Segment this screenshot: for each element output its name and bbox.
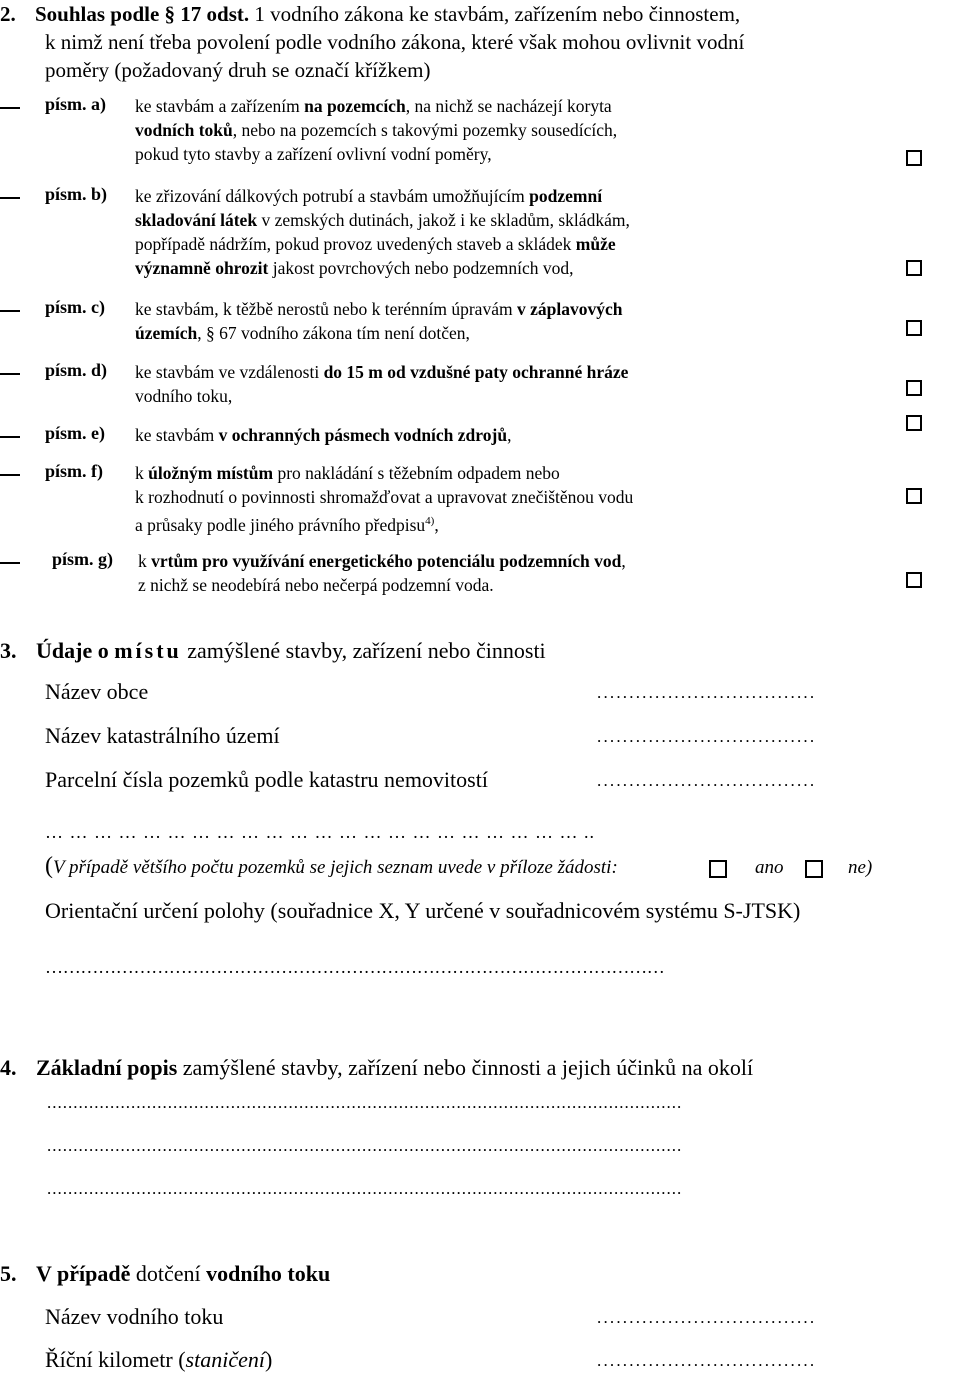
item-label-d: písm. d) (45, 360, 108, 380)
field-nazev-vodniho-toku-input[interactable]: .................................. (597, 1308, 817, 1327)
orientation-input-line[interactable]: …………………………………………………………………………………………… (45, 957, 665, 977)
text-segment: z nichž se neodebírá nebo nečerpá podzemní voda. (138, 575, 494, 595)
section-5-number: 5. (0, 1261, 17, 1286)
item-text-line (135, 461, 633, 485)
item-text-line (135, 118, 617, 142)
section-4-heading (0, 1054, 753, 1082)
bold-phrase: může (575, 234, 616, 254)
section-5-title-mid: dotčení (130, 1261, 207, 1286)
text-segment: popřípadě nádržím, pokud provoz uvedených staveb a skládek (135, 234, 576, 254)
bullet-dash-f (0, 474, 20, 476)
item-label-a: písm. a) (45, 94, 107, 114)
checkbox-g[interactable] (906, 572, 922, 588)
item-text-line (135, 142, 617, 166)
bold-phrase: územích (135, 323, 198, 343)
text-segment: , (507, 425, 512, 445)
text-segment: , (434, 514, 439, 535)
item-text-line (135, 485, 633, 509)
text-segment: , nebo na pozemcích s takovými pozemky sousedících, (232, 120, 618, 140)
item-text-c (135, 297, 622, 345)
section-2-heading-line1 (0, 0, 740, 28)
item-text-g (138, 549, 626, 597)
item-label-c: písm. c) (45, 297, 105, 317)
section-5-title-bold2: vodního toku (206, 1261, 331, 1286)
section-2-heading-line3: poměry (požadovaný druh se označí křížkem) (45, 58, 431, 82)
text-segment: , § 67 vodního zákona tím není dotčen, (197, 323, 470, 343)
section-3-title-rest: zamýšlené stavby, zařízení nebo činnosti (181, 638, 546, 663)
paren-open: ( (45, 853, 53, 879)
paren-close: ) (264, 1347, 273, 1372)
text-segment: k (138, 551, 152, 571)
bullet-dash-g (0, 562, 20, 564)
item-label-e: písm. e) (45, 423, 105, 443)
text-segment: ke stavbám, k těžbě nerostů nebo k terénním úpravám (135, 299, 517, 319)
checkbox-a[interactable] (906, 150, 922, 166)
text-segment: vodního toku, (135, 386, 233, 406)
text-segment: v zemských dutinách, jakož i ke skladům, skládkám, (257, 210, 630, 230)
section-3-title-bold: Údaje o (36, 638, 109, 663)
text-segment: ke stavbám (135, 425, 219, 445)
item-text-line (138, 573, 626, 597)
item-text-line (135, 208, 630, 232)
item-text-line (135, 360, 628, 384)
description-line-1[interactable]: ......................................................................................................................... (47, 1093, 683, 1112)
field-nazev-obce: Název obce (45, 679, 149, 704)
checkbox-b[interactable] (906, 260, 922, 276)
bold-phrase: významně ohrozit (135, 258, 269, 278)
text-segment: jakost povrchových nebo podzemních vod, (268, 258, 574, 278)
text-segment: ke stavbám ve vzdálenosti (135, 362, 324, 382)
description-line-2[interactable]: ......................................................................................................................... (47, 1136, 683, 1155)
section-2-heading-line2: k nimž není třeba povolení podle vodního zákona, které však mohou ovlivnit vodní (45, 30, 745, 54)
field-katastralni-uzemi: Název katastrálního území (45, 723, 280, 748)
item-text-b (135, 184, 630, 280)
section-5-title-bold1: V případě (36, 1261, 131, 1286)
item-text-f (135, 461, 633, 537)
field-ricni-kilometr-input[interactable]: .................................. (597, 1351, 817, 1370)
text-segment: , na nichž se nacházejí koryta (405, 96, 612, 116)
bold-phrase: do 15 m od vzdušné paty ochranné hráze (323, 362, 629, 382)
bullet-dash-a (0, 107, 20, 109)
checkbox-c[interactable] (906, 320, 922, 336)
checkbox-f[interactable] (906, 488, 922, 504)
item-text-line (135, 232, 630, 256)
section-4-title-rest: zamýšlené stavby, zařízení nebo činnosti a jejich účinků na okolí (177, 1055, 754, 1080)
text-segment: ke stavbám a zařízením (135, 96, 305, 116)
field-parcelni-cisla-input[interactable]: .................................. (597, 771, 817, 790)
footnote-ref: 4) (425, 515, 435, 527)
item-text-e (135, 423, 511, 447)
description-line-3[interactable]: ......................................................................................................................... (47, 1179, 683, 1198)
parcel-note-text: V případě většího počtu pozemků se jejich seznam uvede v příloze žádosti: (53, 857, 618, 878)
field-parcelni-cisla: Parcelní čísla pozemků podle katastru nemovitostí (45, 767, 488, 792)
field-nazev-vodniho-toku: Název vodního toku (45, 1304, 224, 1329)
section-3-number: 3. (0, 638, 17, 663)
section-4-title-bold: Základní popis (36, 1055, 178, 1080)
item-text-line (135, 384, 628, 408)
item-text-line (135, 94, 617, 118)
bold-phrase: úložným místům (148, 463, 274, 483)
item-label-f: písm. f) (45, 461, 103, 481)
item-text-d (135, 360, 628, 408)
text-segment: ke zřizování dálkových potrubí a stavbám umožňujícím (135, 186, 530, 206)
bold-phrase: skladování látek (135, 210, 258, 230)
text-segment: , (621, 551, 626, 571)
text-segment: k (135, 463, 149, 483)
bold-phrase: vrtům pro využívání energetického potenciálu podzemních vod (151, 551, 622, 571)
orientation-text: Orientační určení polohy (souřadnice X, Y určené v souřadnicovém systému S-JTSK) (45, 898, 801, 923)
field-staniceni: staničení (185, 1347, 265, 1372)
checkbox-d[interactable] (906, 380, 922, 396)
text-segment: k rozhodnutí o povinnosti shromažďovat a upravovat znečištěnou vodu (135, 487, 634, 507)
bold-phrase: v záplavových (516, 299, 623, 319)
bold-phrase: vodních toků (135, 120, 233, 140)
item-text-line (135, 321, 622, 345)
bullet-dash-d (0, 373, 20, 375)
section-4-number: 4. (0, 1055, 17, 1080)
parcel-note (45, 853, 618, 880)
bullet-dash-b (0, 197, 20, 199)
item-text-line (135, 297, 622, 321)
item-text-line (135, 423, 511, 447)
checkbox-e[interactable] (906, 415, 922, 431)
field-nazev-obce-input[interactable]: .................................. (597, 683, 817, 702)
field-katastralni-uzemi-input[interactable]: .................................. (597, 727, 817, 746)
bold-phrase: na pozemcích (304, 96, 406, 116)
section-2-number: 2. (0, 2, 16, 26)
section-2-text: 1 vodního zákona ke stavbám, zařízením nebo činnostem, (249, 2, 741, 26)
text-segment: pokud tyto stavby a zařízení ovlivní vodní poměry, (135, 144, 492, 164)
checkbox-ano[interactable] (709, 860, 727, 878)
item-label-g: písm. g) (52, 549, 114, 569)
section-2-title: Souhlas podle § 17 odst. (35, 2, 250, 26)
item-label-b: písm. b) (45, 184, 108, 204)
field-ricni-kilometr-label: Říční kilometr ( (45, 1347, 186, 1372)
text-segment: a průsaky podle jiného právního předpisu (135, 514, 426, 535)
section-3-title-spaced: místu (114, 638, 182, 663)
bullet-dash-e (0, 436, 20, 438)
item-text-line (135, 256, 630, 280)
bold-phrase: v ochranných pásmech vodních zdrojů (218, 425, 508, 445)
section-3-heading (0, 637, 546, 665)
item-text-line (135, 184, 630, 208)
text-segment: pro nakládání s těžebním odpadem nebo (273, 463, 560, 483)
item-text-line (135, 509, 633, 537)
checkbox-ne[interactable] (805, 860, 823, 878)
label-ano: ano (755, 857, 784, 878)
field-ricni-kilometr (45, 1347, 272, 1373)
label-ne: ne) (848, 857, 873, 878)
bullet-dash-c (0, 310, 20, 312)
item-text-a (135, 94, 617, 166)
item-text-line (138, 549, 626, 573)
bold-phrase: podzemní (529, 186, 603, 206)
section-5-heading (0, 1260, 330, 1288)
parcel-continuation-line[interactable]: … … … … … … … … … … … … … … … … … … … … … … .. (45, 822, 595, 842)
